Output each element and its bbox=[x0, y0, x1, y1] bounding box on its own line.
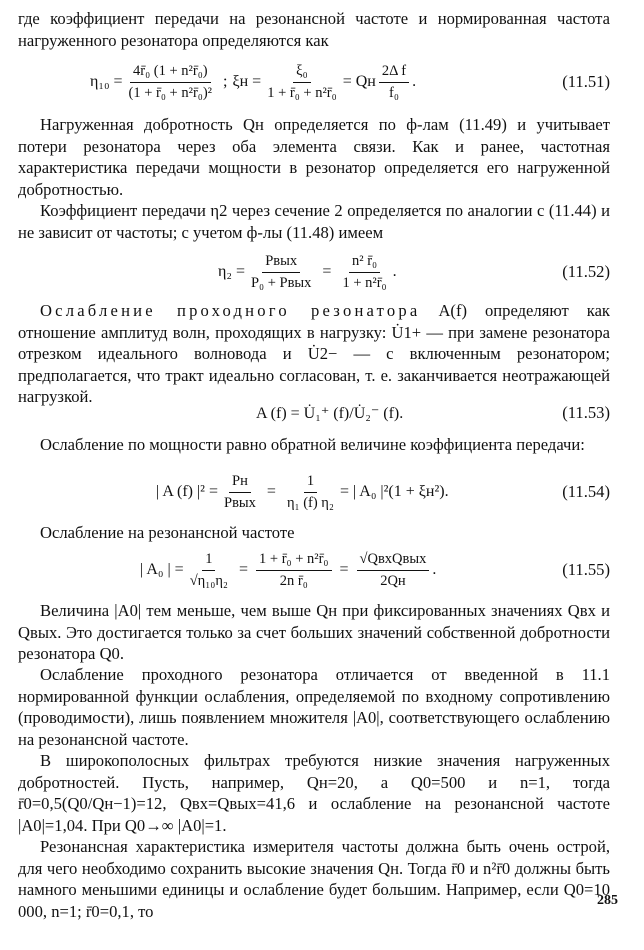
paragraph-text: Резонансная характеристика измерителя частоты должна быть очень острой, для чего необходимо сохранить высокие значения Qн. Тогда r̄0 и n²r̄0 должны быть намного меньшими единицы и ослабление будет большим. Например, если Q0=10 000, n=1; r̄0=0,1, то bbox=[18, 837, 610, 921]
eq-lhs: η₂ = bbox=[218, 263, 245, 280]
numerator: 1 bbox=[202, 551, 215, 571]
eq-end: . bbox=[392, 263, 397, 280]
numerator: 4r̄₀ (1 + n²r̄₀) bbox=[130, 63, 211, 83]
paragraph-text: В широкополосных фильтрах требуются низкие значения нагруженных добротностей. Пусть, например, Qн=20, а Q0=500 и n=1, тогда r̄0=0,5(Q0/Qн−1)=12, Qвх=Qвых=41,6 и ослабление на резонансной частоте |A0|=1,04. При Q0→∞ |A0|=1. bbox=[18, 751, 610, 835]
fraction bbox=[221, 473, 259, 512]
fraction bbox=[248, 253, 314, 292]
numerator: Pвых bbox=[262, 253, 300, 273]
denominator: Pвых bbox=[224, 494, 256, 511]
denominator: P₀ + Pвых bbox=[250, 274, 312, 291]
eq-lhs: | A₀ | = bbox=[140, 561, 184, 578]
denominator: √η₁₀η₂ bbox=[189, 572, 228, 589]
paragraph-5 bbox=[18, 434, 610, 456]
equation-number: (11.53) bbox=[562, 403, 610, 422]
equation-11-51 bbox=[18, 56, 610, 108]
equals-sign: = bbox=[266, 483, 276, 500]
numerator: n² r̄₀ bbox=[349, 253, 380, 273]
spaced-heading: Ослабление проходного резонатора bbox=[40, 301, 421, 320]
equation-number: (11.51) bbox=[562, 72, 610, 91]
equals-sign: = bbox=[322, 263, 332, 280]
fraction bbox=[126, 63, 215, 102]
denominator: 2Qн bbox=[380, 572, 406, 589]
equation-number: (11.54) bbox=[562, 482, 610, 501]
numerator: 1 + r̄₀ + n²r̄₀ bbox=[256, 551, 331, 571]
numerator: ξ₀ bbox=[293, 63, 311, 83]
fraction bbox=[264, 63, 339, 102]
page-number: 285 bbox=[597, 893, 618, 908]
eq-lhs: | A (f) |² = bbox=[156, 483, 218, 500]
paragraph-8 bbox=[18, 664, 610, 750]
equation-11-53 bbox=[18, 396, 610, 430]
eq-rhs: = | A₀ |²(1 + ξн²). bbox=[339, 483, 449, 500]
eq-end: . bbox=[412, 73, 417, 90]
equation-11-54 bbox=[18, 466, 610, 518]
denominator: 1 + r̄₀ + n²r̄₀ bbox=[267, 84, 337, 101]
equation-number: (11.52) bbox=[562, 262, 610, 281]
fraction bbox=[339, 253, 389, 292]
numerator: 1 bbox=[304, 473, 317, 493]
equals-sign: = bbox=[238, 561, 249, 578]
fraction bbox=[256, 551, 331, 590]
equals-sign: = bbox=[339, 561, 349, 578]
paragraph-1 bbox=[18, 8, 610, 51]
eq-lhs: η₁₀ = bbox=[90, 73, 123, 90]
separator: ; bbox=[223, 73, 228, 90]
paragraph-text: Нагруженная добротность Qн определяется по ф-лам (11.49) и учитывает потери резонатора через оба элемента связи. Как и ранее, частотная характеристика передачи мощности в резонатор определяется его нагруженной добротностью. bbox=[18, 115, 610, 199]
eq-mid: = Qн bbox=[342, 73, 376, 90]
denominator: (1 + r̄₀ + n²r̄₀)² bbox=[128, 84, 213, 101]
paragraph-10 bbox=[18, 836, 610, 922]
paragraph-9 bbox=[18, 750, 610, 836]
denominator: 2n r̄₀ bbox=[279, 572, 308, 589]
paragraph-4 bbox=[18, 300, 610, 408]
eq-end: . bbox=[432, 561, 437, 578]
paragraph-text bbox=[18, 300, 610, 408]
denominator: η₁ (f) η₂ bbox=[286, 494, 334, 511]
fraction bbox=[379, 63, 409, 102]
paragraph-rest: A(f) определяют как отношение амплитуд волн, проходящих в нагрузку: U̇1+ — при замене резонатора отрезком идеального волновода и U̇2− — с включенным резонатором; предполагается, что тракт идеально согласован, т. е. заканчивается неотражающей нагрузкой. bbox=[18, 301, 610, 407]
numerator: Pн bbox=[229, 473, 251, 493]
eq-body: A (f) = U̇₁⁺ (f)/U̇₂⁻ (f). bbox=[256, 405, 404, 422]
paragraph-text: где коэффициент передачи на резонансной частоте и нормированная частота нагруженного резонатора определяются как bbox=[18, 9, 610, 50]
fraction bbox=[357, 551, 430, 590]
paragraph-text: Величина |A0| тем меньше, чем выше Qн при фиксированных значениях Qвх и Qвых. Это достигается только за счет больших значений собственной добротности резонатора Q0. bbox=[18, 601, 610, 664]
paragraph-3 bbox=[18, 200, 610, 243]
equation-11-55 bbox=[18, 544, 610, 596]
fraction bbox=[187, 551, 231, 590]
denominator: 1 + n²r̄₀ bbox=[342, 274, 387, 291]
equation-number: (11.55) bbox=[562, 560, 610, 579]
denominator: f₀ bbox=[389, 84, 399, 101]
paragraph-2 bbox=[18, 114, 610, 200]
eq-lhs: ξн = bbox=[232, 73, 262, 90]
fraction bbox=[284, 473, 337, 512]
equation-11-52 bbox=[18, 246, 610, 298]
numerator: √QвхQвых bbox=[357, 551, 430, 571]
paragraph-7 bbox=[18, 600, 610, 665]
numerator: 2Δ f bbox=[379, 63, 409, 83]
paragraph-text: Ослабление по мощности равно обратной величине коэффициента передачи: bbox=[40, 435, 585, 454]
paragraph-6 bbox=[18, 522, 610, 544]
paragraph-text: Ослабление проходного резонатора отличается от введенной в 11.1 нормированной функции ослабления, определяемой по входному сопротивлению (проводимости), лишь появлением множителя |A0|, соответствующего ослаблению на резонансной частоте. bbox=[18, 665, 610, 749]
paragraph-text: Ослабление на резонансной частоте bbox=[40, 523, 295, 542]
paragraph-text: Коэффициент передачи η2 через сечение 2 определяется по аналогии с (11.44) и не зависит от частоты; с учетом ф-лы (11.48) имеем bbox=[18, 201, 610, 242]
